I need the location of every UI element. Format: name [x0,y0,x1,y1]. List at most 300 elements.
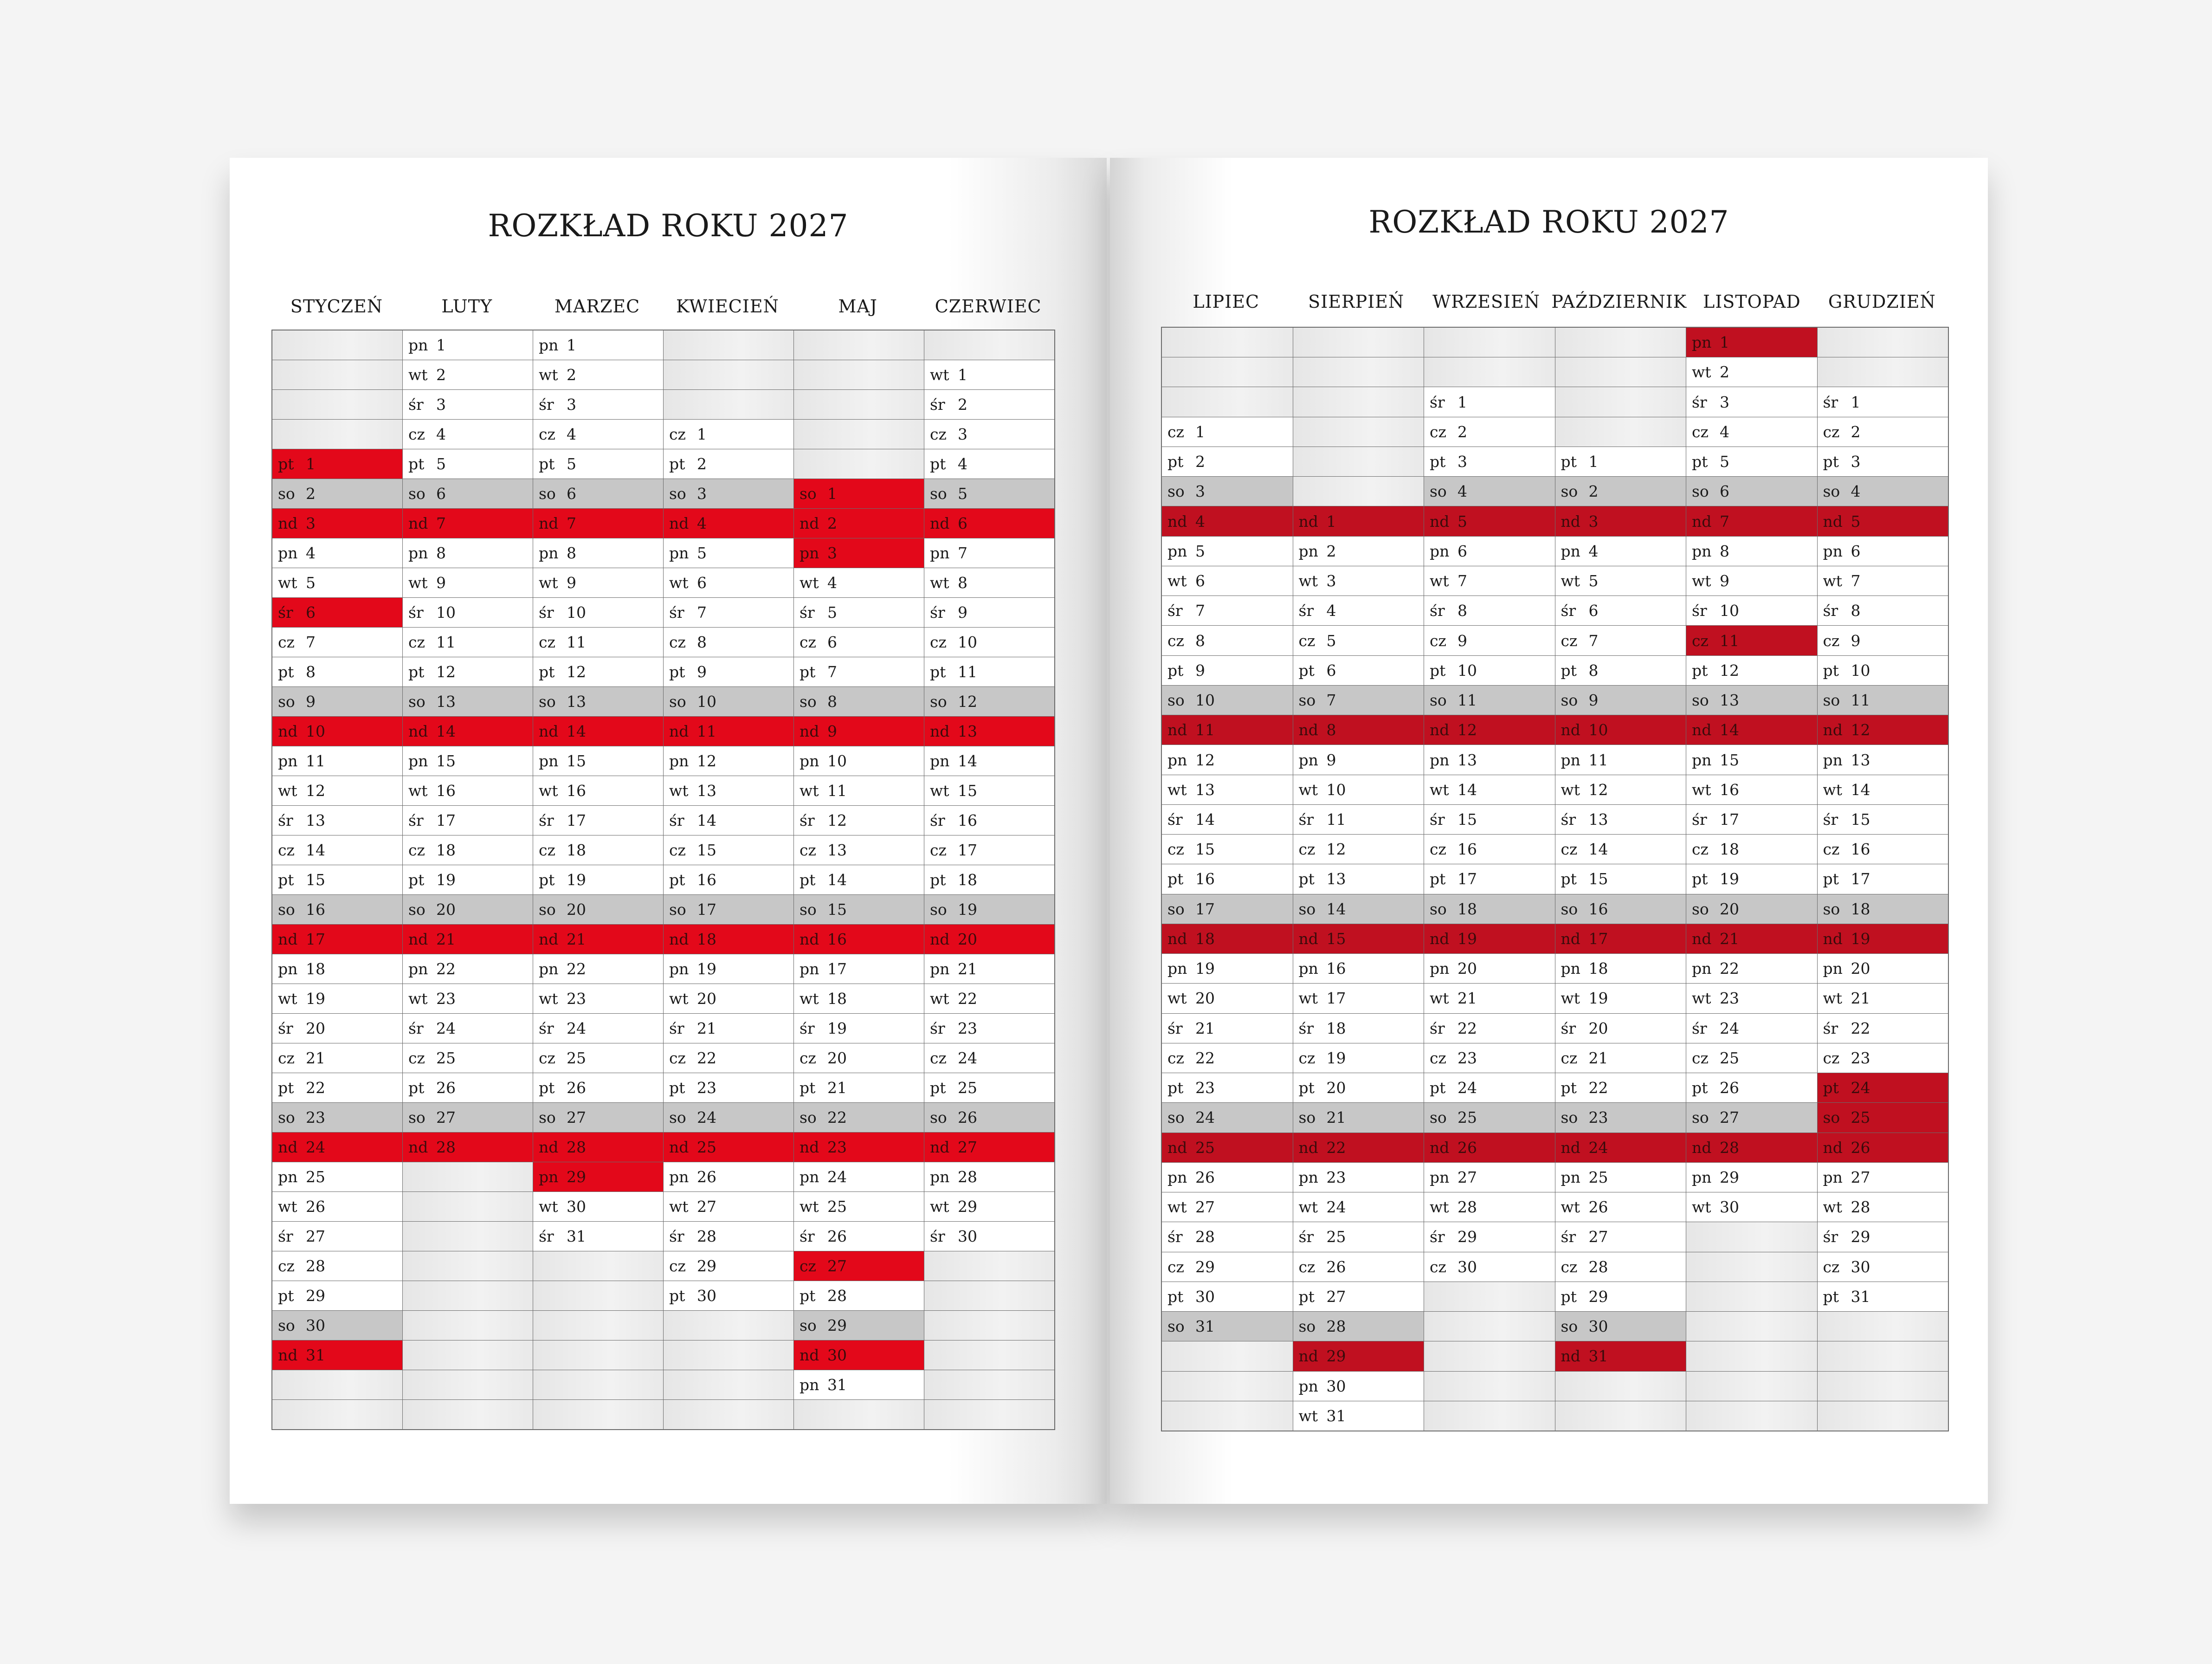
weekday-label: śr [1692,1019,1707,1037]
weekday-label: cz [1298,840,1316,859]
day-number: 14 [1326,900,1346,918]
day-number: 6 [1457,542,1467,560]
weekday-label: śr [1298,1019,1314,1037]
day-number: 9 [567,574,576,592]
month-name: WRZESIEŃ [1432,291,1541,312]
day-number: 5 [1195,542,1205,560]
day-cell [1555,686,1686,715]
left-page [230,158,1107,1504]
weekday-label: wt [1561,1198,1580,1217]
day-number: 27 [1457,1168,1477,1186]
weekday-label: pn [669,1168,689,1186]
day-cell [924,1133,1054,1162]
day-number: 19 [1851,929,1870,948]
weekday-label: cz [1561,840,1578,859]
day-cell [1293,1372,1424,1401]
day-cell [924,865,1054,894]
weekday-label: cz [1561,631,1578,650]
day-cell [403,449,533,479]
day-number: 6 [697,574,707,592]
weekday-label: cz [669,841,686,859]
day-number: 10 [1851,661,1870,680]
day-number: 7 [827,663,837,681]
day-number: 12 [1326,840,1346,859]
day-number: 12 [1720,661,1739,680]
day-cell [403,835,533,865]
weekday-label: so [1430,900,1447,918]
day-cell [1818,656,1948,685]
day-cell [533,954,663,984]
day-number: 13 [567,693,586,711]
day-number: 2 [1326,542,1336,560]
weekday-label: pn [1692,542,1712,560]
day-number: 12 [1457,721,1477,739]
weekday-label: pt [1561,453,1577,471]
weekday-label: so [278,1316,295,1334]
empty-cell [794,1400,924,1429]
day-cell [1818,417,1948,447]
weekday-label: nd [1430,512,1450,531]
weekday-label: śr [539,1227,554,1245]
day-cell [272,687,402,716]
weekday-label: wt [1430,780,1449,799]
empty-cell [924,1251,1054,1281]
weekday-label: cz [669,1257,686,1275]
day-number: 22 [1457,1019,1477,1037]
day-number: 18 [1720,840,1739,859]
weekday-label: pt [930,663,946,681]
day-cell [272,509,402,538]
day-cell [403,360,533,389]
day-cell [1424,1222,1555,1251]
day-number: 27 [958,1138,977,1156]
day-cell [924,538,1054,568]
day-number: 18 [436,841,456,859]
empty-cell [1293,447,1424,476]
month-name: SIERPIEŃ [1308,291,1405,312]
month-name: CZERWIEC [935,296,1042,317]
day-cell [1424,596,1555,625]
day-cell [1293,745,1424,774]
weekday-label: nd [930,1138,950,1156]
day-number: 17 [1195,900,1215,918]
weekday-label: pt [930,1079,946,1097]
empty-cell [533,1311,663,1340]
weekday-label: nd [1430,1138,1450,1157]
weekday-label: pn [408,752,428,770]
day-number: 21 [1195,1019,1215,1037]
weekday-label: cz [408,1049,425,1067]
day-number: 20 [436,900,456,919]
day-number: 27 [697,1198,716,1216]
weekday-label: śr [1823,602,1838,620]
day-cell [272,865,402,894]
weekday-label: so [408,485,426,503]
weekday-label: śr [1298,810,1314,829]
day-cell [533,390,663,419]
day-cell [1555,715,1686,745]
weekday-label: śr [1167,1019,1183,1037]
weekday-label: cz [930,841,947,859]
weekday-label: wt [408,366,428,384]
weekday-label: wt [1823,1198,1843,1217]
day-cell [1818,596,1948,625]
weekday-label: so [1561,482,1578,501]
weekday-label: wt [278,990,297,1008]
day-cell [664,746,793,776]
day-number: 10 [1720,602,1739,620]
day-number: 23 [567,990,586,1008]
day-cell [1818,1282,1948,1311]
day-cell [1686,417,1817,447]
weekday-label: so [278,1108,295,1127]
day-cell [794,1073,924,1102]
day-cell [533,835,663,865]
right-page [1110,158,1988,1504]
day-number: 26 [827,1227,847,1245]
day-number: 29 [958,1198,977,1216]
day-number: 8 [567,544,576,562]
weekday-label: wt [1430,572,1449,590]
empty-cell [1686,1282,1817,1311]
day-cell [1555,775,1686,804]
weekday-label: śr [669,811,684,829]
day-number: 26 [1851,1138,1870,1157]
weekday-label: pn [539,960,559,978]
day-cell [664,538,793,568]
day-number: 7 [1457,572,1467,590]
day-cell [664,420,793,449]
day-number: 2 [1457,422,1467,441]
day-cell [794,776,924,805]
empty-cell [1162,357,1293,387]
weekday-label: nd [669,722,689,740]
weekday-label: pn [1167,1168,1187,1186]
day-number: 25 [1457,1108,1477,1127]
weekday-label: so [800,1316,817,1334]
page-title: ROZKŁAD ROKU 2027 [1368,204,1729,240]
empty-cell [664,330,793,360]
day-cell [1818,477,1948,506]
weekday-label: pt [1823,1079,1839,1097]
day-cell [664,449,793,479]
weekday-label: nd [930,722,950,740]
day-cell [1555,1163,1686,1192]
day-cell [1818,447,1948,476]
weekday-label: śr [1430,602,1445,620]
day-cell [533,1073,663,1102]
weekday-label: pn [539,1168,559,1186]
day-number: 12 [827,811,847,829]
weekday-label: wt [1561,572,1580,590]
weekday-label: nd [1561,721,1580,739]
day-number: 10 [1588,721,1608,739]
empty-cell [533,1370,663,1399]
day-number: 16 [1851,840,1870,859]
weekday-label: cz [539,425,555,443]
weekday-label: śr [669,1019,684,1037]
weekday-label: so [1823,1108,1840,1127]
day-cell [1818,775,1948,804]
weekday-label: śr [1298,602,1314,620]
weekday-label: nd [1167,1138,1187,1157]
weekday-label: pn [1561,1168,1580,1186]
day-cell [1555,745,1686,774]
day-cell [664,687,793,716]
day-cell [664,776,793,805]
day-number: 3 [827,544,837,562]
day-cell [794,895,924,924]
day-cell [1686,537,1817,566]
day-cell [403,806,533,835]
day-number: 25 [306,1168,325,1186]
day-number: 16 [567,782,586,800]
day-cell [1555,1252,1686,1282]
day-number: 12 [436,663,456,681]
day-cell [272,1281,402,1310]
weekday-label: wt [408,990,428,1008]
weekday-label: cz [1167,422,1184,441]
weekday-label: śr [539,603,554,622]
day-cell [1293,596,1424,625]
weekday-label: pn [278,1168,298,1186]
weekday-label: wt [1692,989,1711,1008]
day-number: 1 [1326,512,1336,531]
empty-cell [1424,328,1555,357]
day-number: 28 [1588,1257,1608,1276]
weekday-label: pt [669,871,685,889]
day-cell [1424,1192,1555,1222]
day-number: 28 [1720,1138,1739,1157]
day-number: 20 [1851,959,1870,978]
weekday-label: śr [800,603,815,622]
day-cell [924,746,1054,776]
day-number: 15 [1851,810,1870,829]
day-number: 29 [1588,1287,1608,1306]
day-cell [794,835,924,865]
weekday-label: śr [408,811,424,829]
day-number: 31 [1588,1347,1608,1366]
weekday-label: wt [1561,989,1580,1008]
day-cell [924,925,1054,954]
weekday-label: śr [1167,602,1183,620]
day-number: 24 [827,1168,847,1186]
weekday-label: śr [1561,1228,1576,1246]
weekday-label: cz [1823,840,1840,859]
day-number: 16 [697,871,716,889]
day-number: 9 [958,603,967,622]
day-cell [924,687,1054,716]
weekday-label: nd [1298,1347,1318,1366]
weekday-label: pt [408,871,425,889]
weekday-label: śr [930,603,945,622]
weekday-label: pt [1167,1287,1184,1306]
day-cell [794,1370,924,1399]
day-cell [794,717,924,746]
day-number: 20 [958,930,977,948]
day-cell [533,568,663,597]
day-cell [924,657,1054,686]
weekday-label: so [278,900,295,919]
weekday-label: pt [539,455,555,473]
day-cell [1555,835,1686,864]
day-cell [533,776,663,805]
day-cell [664,568,793,597]
empty-cell [1293,328,1424,357]
day-cell [1162,1103,1293,1132]
day-cell [924,449,1054,479]
day-number: 13 [306,811,325,829]
day-cell [664,1014,793,1043]
day-number: 29 [1326,1347,1346,1366]
weekday-label: nd [800,722,819,740]
weekday-label: śr [1430,1019,1445,1037]
weekday-label: so [930,900,947,919]
day-cell [1293,924,1424,953]
day-cell [794,1192,924,1221]
weekday-label: pn [1298,1168,1318,1186]
weekday-label: cz [1823,1257,1840,1276]
day-number: 10 [436,603,456,622]
day-cell [272,1133,402,1162]
empty-cell [924,330,1054,360]
day-number: 14 [436,722,456,740]
empty-cell [1555,1401,1686,1431]
weekday-label: pn [1823,1168,1843,1186]
day-number: 6 [1588,602,1599,620]
day-number: 15 [1326,929,1346,948]
day-cell [794,509,924,538]
day-number: 17 [697,900,716,919]
day-cell [1818,894,1948,924]
weekday-label: śr [930,1019,945,1037]
empty-cell [1818,1372,1948,1401]
day-number: 8 [1326,721,1336,739]
day-number: 1 [1588,453,1599,471]
weekday-label: so [1167,482,1185,501]
day-number: 25 [1851,1108,1870,1127]
day-number: 15 [436,752,456,770]
day-number: 5 [1588,572,1599,590]
day-cell [1424,745,1555,774]
day-number: 28 [827,1287,847,1305]
weekday-label: pt [1561,870,1577,888]
page-title: ROZKŁAD ROKU 2027 [488,208,849,244]
day-cell [1818,1163,1948,1192]
weekday-label: wt [1692,572,1711,590]
day-number: 16 [1457,840,1477,859]
weekday-label: pt [1298,870,1315,888]
weekday-label: cz [800,633,816,651]
day-cell [533,538,663,568]
weekday-label: śr [1430,393,1445,411]
day-cell [533,509,663,538]
weekday-label: śr [539,1019,554,1037]
weekday-label: wt [800,990,819,1008]
day-cell [1162,775,1293,804]
day-cell [1162,686,1293,715]
empty-cell [664,1311,793,1340]
day-number: 2 [1720,363,1729,382]
weekday-label: so [669,485,686,503]
day-cell [794,1281,924,1310]
day-number: 2 [306,485,316,503]
day-cell [924,509,1054,538]
weekday-label: wt [800,1198,819,1216]
day-cell [924,420,1054,449]
day-number: 25 [1720,1049,1739,1067]
day-cell [272,746,402,776]
weekday-label: pt [1823,870,1839,888]
day-number: 9 [1195,661,1205,680]
day-number: 30 [1588,1317,1608,1336]
weekday-label: cz [1430,1257,1446,1276]
day-cell [1162,656,1293,685]
day-cell [1818,715,1948,745]
day-cell [1555,954,1686,983]
day-cell [272,1073,402,1102]
day-number: 20 [827,1049,847,1067]
day-number: 2 [958,395,967,414]
day-number: 9 [436,574,446,592]
day-cell [1162,715,1293,745]
weekday-label: so [278,693,295,711]
day-number: 20 [306,1019,325,1037]
weekday-label: pt [539,1079,555,1097]
day-cell [1818,626,1948,655]
day-number: 29 [827,1316,847,1334]
weekday-label: śr [800,1019,815,1037]
weekday-label: cz [539,633,555,651]
day-cell [1686,686,1817,715]
day-cell [403,479,533,508]
day-cell [533,806,663,835]
weekday-label: śr [278,603,293,622]
day-number: 16 [1720,780,1739,799]
day-number: 23 [1195,1079,1215,1097]
day-number: 22 [1720,959,1739,978]
day-cell [1555,566,1686,596]
weekday-label: so [800,485,817,503]
day-cell [533,1014,663,1043]
day-cell [664,1073,793,1102]
day-number: 23 [827,1138,847,1156]
day-cell [403,1014,533,1043]
weekday-label: cz [1430,631,1446,650]
empty-cell [1424,1282,1555,1311]
day-cell [403,865,533,894]
day-cell [664,806,793,835]
day-cell [1293,805,1424,834]
weekday-label: nd [1430,721,1450,739]
day-cell [272,449,402,479]
day-number: 15 [1720,751,1739,769]
day-cell [533,449,663,479]
weekday-label: śr [1167,1228,1183,1246]
day-cell [1293,686,1424,715]
day-cell [1424,626,1555,655]
empty-cell [1818,1312,1948,1341]
empty-cell [1424,357,1555,387]
weekday-label: śr [1823,393,1838,411]
weekday-label: cz [1298,1257,1316,1276]
day-cell [1686,357,1817,387]
day-number: 5 [827,603,837,622]
day-cell [403,1043,533,1073]
day-cell [1818,984,1948,1013]
day-cell [1424,1133,1555,1162]
day-cell [1818,1252,1948,1282]
